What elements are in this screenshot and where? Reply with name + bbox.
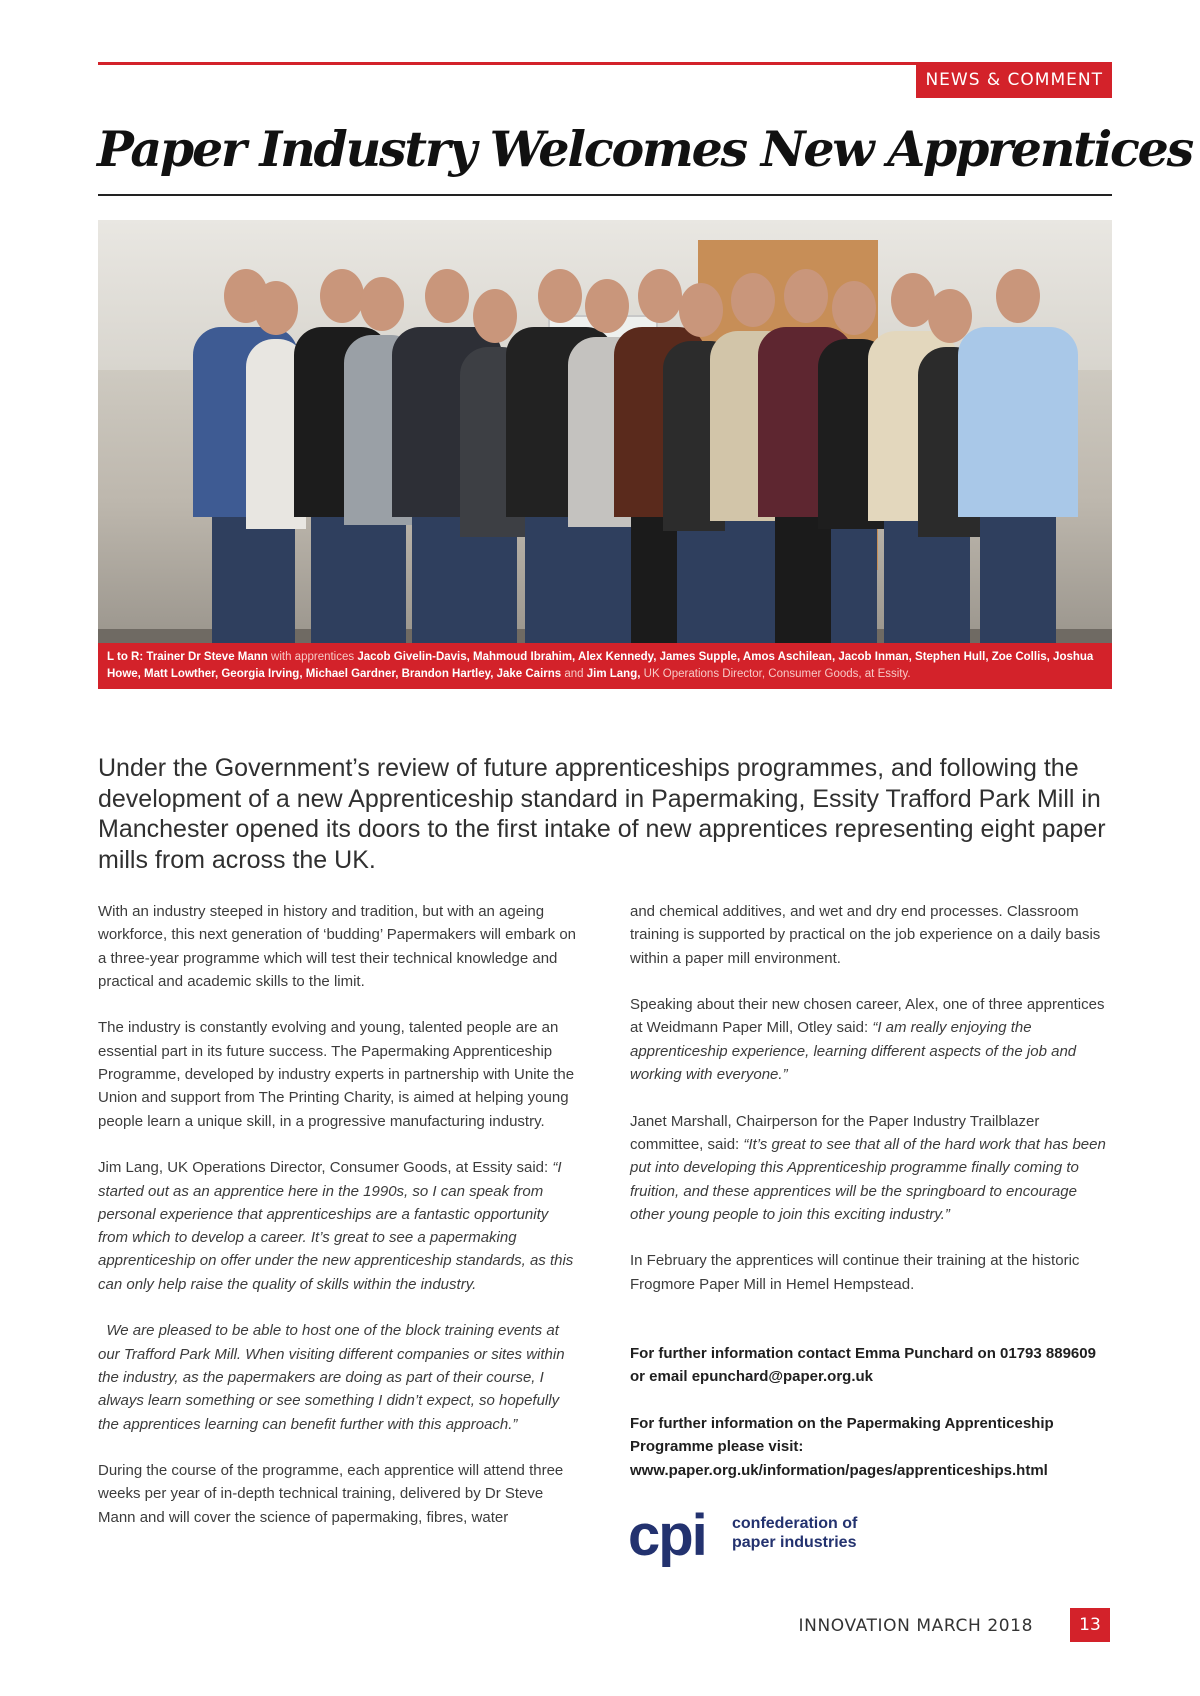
left-column (98, 900, 578, 1552)
group-photo (98, 220, 1112, 689)
page-number: 13 (1070, 1608, 1110, 1642)
left-paragraph-5: During the course of the programme, each apprentice will attend three weeks per year of in-depth technical training, delivered by Dr Steve Mann and will cover the science of papermaking, fibres, water (98, 1462, 564, 1526)
photo-person-head (254, 281, 298, 335)
right-paragraph-3-intro: Janet Marshall, Chairperson for the Paper Industry Trailblazer committee, said: (630, 1112, 1040, 1153)
photo-person (958, 269, 1078, 689)
caption-names: Jacob Givelin-Davis, Mahmoud Ibrahim, Alex Kennedy, James Supple, Amos Aschilean, Jacob Inman, Stephen Hull, Zoe Collis, Joshua Howe, Matt Lowther, Georgia Irving, Michael Gardner, Brandon Hartley, Jake Cairns (107, 651, 1094, 680)
left-paragraph-3-intro: Jim Lang, UK Operations Director, Consumer Goods, at Essity said: (98, 1159, 549, 1177)
title-rule (98, 194, 1112, 196)
right-paragraph-2 (630, 993, 1110, 1086)
cpi-logo-text (732, 1514, 857, 1552)
programme-info: For further information on the Papermaking Apprenticeship Programme please visit: www.paper.org.uk/information/pages/apprenticeships.html (630, 1414, 1054, 1479)
right-paragraph-2-quote: “I am really enjoying the apprenticeship experience, learning different aspects of the job and working with everyone.” (630, 1019, 1077, 1084)
caption-lead: L to R: Trainer Dr Steve Mann (107, 651, 268, 663)
cpi-logo (628, 1503, 868, 1574)
headline: Paper Industry Welcomes New Apprentices (97, 120, 1193, 178)
standfirst: Under the Government’s review of future apprenticeships programmes, and following the development of a new Apprenticeship standard in Papermaking, Essity Trafford Park Mill in Manchester opened its doors to the first intake of new apprentices representing eight paper mills from across the UK. (98, 754, 1106, 874)
left-paragraph-3-quote: “I started out as an apprentice here in the 1990s, so I can speak from personal experience that apprenticeships are a fantastic opportunity from which to develop a career. It’s great to see a papermaking apprenticeship on offer under the new apprenticeship standards, as this can only help raise the quality of skills within the industry. (98, 1159, 574, 1293)
footer-publication: INNOVATION MARCH 2018 (798, 1616, 1033, 1636)
photo-person-body (958, 327, 1078, 517)
right-paragraph-3-quote: “It’s great to see that all of the hard work that has been put into developing this Apprenticeship programme finally coming to fruition, and these apprentices will be the springboard to encourage other young people to join this exciting industry.” (630, 1135, 1106, 1223)
cpi-logo-mark: cpi (628, 1503, 706, 1568)
caption-last-name: Jim Lang, (586, 668, 641, 680)
left-paragraph-4: We are pleased to be able to host one of the block training events at our Trafford Park Mill. When visiting different companies or sites within the industry, as the papermakers are doing as part of their course, I always learn something or see something I didn’t expect, so hopefully the apprentices learning can benefit further with this approach.” (98, 1322, 569, 1433)
cpi-logo-line-1: confederation of (732, 1515, 858, 1532)
caption-with: with apprentices (271, 651, 355, 663)
left-paragraph-2: The industry is constantly evolving and young, talented people are an essential part in its future success. The Papermaking Apprenticeship Programme, developed by industry experts in partnership with Unite the Union and support from The Printing Charity, is aimed at helping young people learn a unique skill, in a progressive manufacturing industry. (98, 1019, 575, 1130)
photo-caption (98, 643, 1112, 689)
left-paragraph-3 (98, 1156, 578, 1296)
photo-person-head (996, 269, 1040, 323)
right-paragraph-4: In February the apprentices will continue their training at the historic Frogmore Paper Mill in Hemel Hempstead. (630, 1252, 1080, 1293)
right-column (630, 900, 1110, 1505)
cpi-logo-line-2: paper industries (732, 1534, 857, 1551)
contact-info: For further information contact Emma Punchard on 01793 889609 or email epunchard@paper.org.uk (630, 1345, 1096, 1386)
caption-role: UK Operations Director, Consumer Goods, at Essity. (643, 668, 911, 680)
right-paragraph-1: and chemical additives, and wet and dry end processes. Classroom training is supported by practical on the job experience on a daily basis within a paper mill environment. (630, 903, 1101, 967)
section-tag: NEWS & COMMENT (916, 63, 1112, 98)
right-paragraph-2-intro: Speaking about their new chosen career, Alex, one of three apprentices at Weidmann Paper Mill, Otley said: (630, 996, 1105, 1037)
right-paragraph-3 (630, 1110, 1110, 1226)
caption-and: and (564, 668, 584, 680)
left-paragraph-1: With an industry steeped in history and tradition, but with an ageing workforce, this next generation of ‘budding’ Papermakers will embark on a three-year programme which will test their technical knowledge and practical and academic skills to the limit. (98, 903, 577, 990)
